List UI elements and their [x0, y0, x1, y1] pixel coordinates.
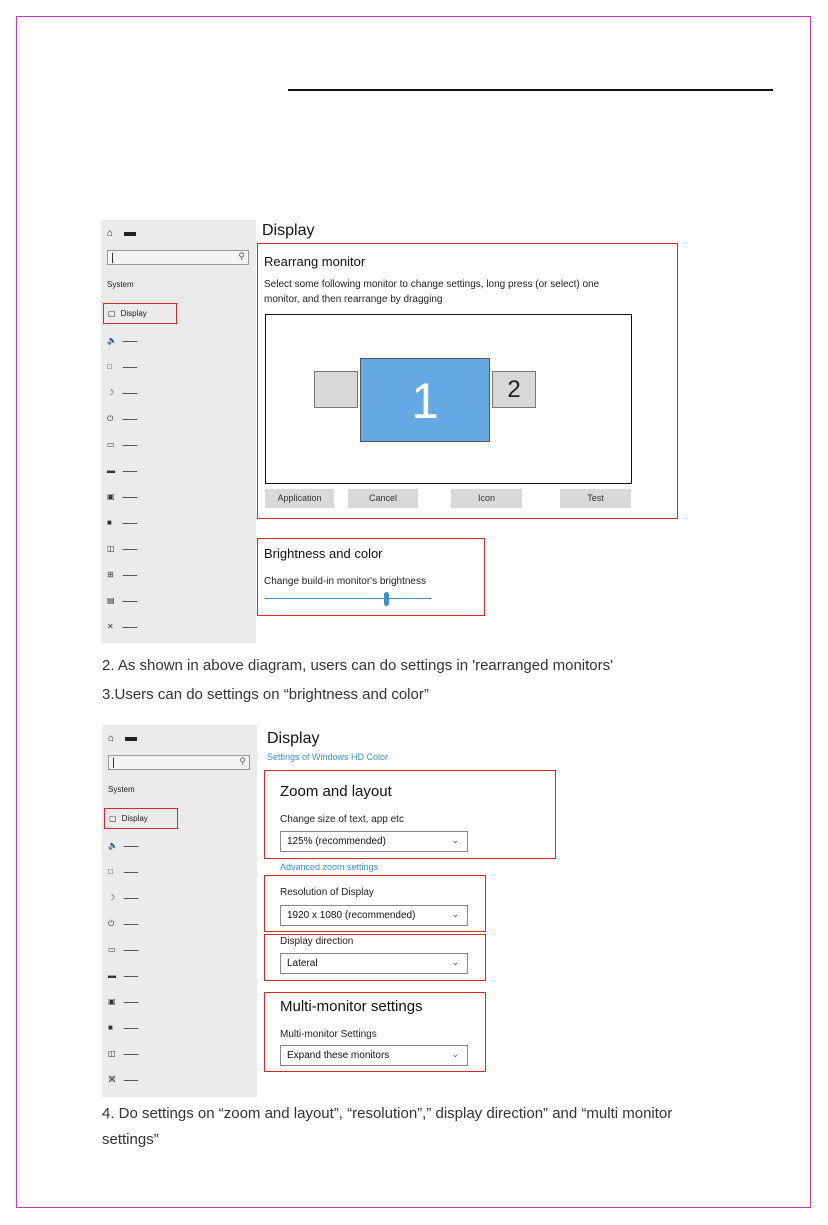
battery-icon: ▭: [108, 945, 116, 954]
sidebar-item-sound[interactable]: [108, 841, 148, 851]
home-icon[interactable]: ⌂: [108, 733, 115, 744]
sidebar-item-label: Display: [120, 309, 147, 318]
search-icon: ⚲: [239, 756, 246, 766]
brightness-label: Change build-in monitor's brightness: [264, 576, 426, 587]
power-icon: ⏻: [107, 414, 114, 423]
brightness-slider[interactable]: [265, 592, 431, 606]
test-button[interactable]: Test: [560, 489, 631, 508]
apps-icon: ⌘: [108, 1075, 116, 1084]
caption-4-line1: 4. Do settings on “zoom and layout”, “resolution”,” display direction” and “multi monitor: [102, 1105, 673, 1122]
page-title-2: Display: [267, 730, 320, 747]
sidebar-item-sound[interactable]: [107, 336, 147, 346]
rearrange-description-line2: monitor, and then rearrange by dragging: [264, 294, 443, 305]
sidebar-item-remote[interactable]: [107, 622, 147, 632]
sidebar-item-projecting[interactable]: [108, 1049, 148, 1059]
sidebar-item-focus[interactable]: [107, 388, 147, 398]
sidebar-item-clipboard[interactable]: [107, 596, 147, 606]
resolution-select-value: 1920 x 1080 (recommended): [287, 910, 416, 921]
zoom-select[interactable]: [280, 831, 468, 852]
chevron-down-icon: ⌄: [451, 909, 459, 919]
monitor-icon: ▢: [108, 309, 116, 318]
zoom-select-value: 125% (recommended): [287, 836, 386, 847]
sidebar-item-battery[interactable]: [108, 945, 148, 955]
resolution-label: Resolution of Display: [280, 887, 374, 898]
battery-icon: ▭: [107, 440, 115, 449]
tablet-icon: ▣: [107, 492, 115, 501]
sidebar: [101, 220, 256, 643]
speaker-icon: 🔈: [107, 336, 117, 345]
sidebar-item-display[interactable]: [103, 303, 177, 324]
storage-icon: ▬: [108, 971, 116, 980]
advanced-zoom-link[interactable]: Advanced zoom settings: [280, 862, 379, 872]
apps-icon: ⊞: [107, 570, 114, 579]
notification-icon: □: [107, 362, 112, 371]
tablet-icon: ▣: [108, 997, 116, 1006]
monitor-blank[interactable]: [314, 371, 358, 408]
sidebar-item-power[interactable]: [107, 414, 147, 424]
monitor-primary-number: 1: [411, 373, 439, 429]
header-rule: [288, 89, 773, 91]
cancel-button[interactable]: Cancel: [348, 489, 418, 508]
monitor-primary[interactable]: [360, 358, 490, 442]
rearrange-description-line1: Select some following monitor to change settings, long press (or select) one: [264, 279, 600, 290]
icon-button[interactable]: Icon: [451, 489, 522, 508]
remote-icon: ✕: [107, 622, 114, 631]
brightness-title: Brightness and color: [264, 546, 383, 561]
clipboard-icon: ▤: [107, 596, 115, 605]
home-label-bar: [125, 737, 137, 741]
search-icon: ⚲: [238, 251, 245, 261]
sidebar-item-power[interactable]: [108, 919, 148, 929]
power-icon: ⏻: [108, 919, 115, 928]
sidebar-item-battery[interactable]: [107, 440, 147, 450]
zoom-title: Zoom and layout: [280, 783, 392, 800]
sidebar-item-tablet[interactable]: [107, 492, 147, 502]
caption-4-line2: settings”: [102, 1131, 159, 1148]
direction-select[interactable]: [280, 953, 468, 974]
direction-select-value: Lateral: [287, 958, 318, 969]
storage-icon: ▬: [107, 466, 115, 475]
sidebar-2: [102, 725, 257, 1097]
chevron-down-icon: ⌄: [451, 1049, 459, 1059]
moon-icon: ☽: [108, 893, 116, 902]
application-button[interactable]: Application: [265, 489, 334, 508]
home-icon[interactable]: ⌂: [107, 228, 114, 239]
multitask-icon: ■: [108, 1023, 113, 1032]
sidebar-item-tablet[interactable]: [108, 997, 148, 1007]
page-title: Display: [262, 222, 315, 239]
sidebar-item-label: Display: [121, 814, 148, 823]
monitor-secondary[interactable]: [492, 371, 536, 408]
search-input[interactable]: [108, 755, 250, 770]
caption-2: 2. As shown in above diagram, users can do settings in 'rearranged monitors': [102, 657, 614, 674]
home-label-bar: [124, 232, 136, 236]
project-icon: ◫: [108, 1049, 116, 1058]
speaker-icon: 🔈: [108, 841, 118, 850]
sidebar-item-storage[interactable]: [107, 466, 147, 476]
sidebar-item-projecting[interactable]: [107, 544, 147, 554]
chevron-down-icon: ⌄: [451, 835, 459, 845]
hd-color-link[interactable]: Settings of Windows HD Color: [267, 752, 389, 762]
chevron-down-icon: ⌄: [451, 957, 459, 967]
sidebar-system-label: System: [108, 785, 135, 794]
zoom-label: Change size of text, app etc: [280, 814, 404, 825]
multi-monitor-title: Multi-monitor settings: [280, 998, 423, 1015]
sidebar-item-multitasking[interactable]: [108, 1023, 148, 1033]
monitor-arrangement-canvas[interactable]: [265, 314, 632, 484]
sidebar-item-experiences[interactable]: [108, 1075, 148, 1085]
sidebar-item-display[interactable]: [104, 808, 178, 829]
search-input[interactable]: [107, 250, 249, 265]
sidebar-item-notifications[interactable]: [108, 867, 148, 877]
brightness-slider-track: [265, 598, 431, 599]
notification-icon: □: [108, 867, 113, 876]
sidebar-item-multitasking[interactable]: [107, 518, 147, 528]
project-icon: ◫: [107, 544, 115, 553]
multi-monitor-select[interactable]: [280, 1045, 468, 1066]
multitask-icon: ■: [107, 518, 112, 527]
sidebar-item-experiences[interactable]: [107, 570, 147, 580]
resolution-select[interactable]: [280, 905, 468, 926]
multi-monitor-label: Multi-monitor Settings: [280, 1029, 377, 1040]
moon-icon: ☽: [107, 388, 115, 397]
monitor-icon: ▢: [109, 814, 117, 823]
caption-3: 3.Users can do settings on “brightness and color”: [102, 686, 429, 703]
sidebar-item-focus[interactable]: [108, 893, 148, 903]
monitor-secondary-number: 2: [507, 376, 521, 403]
sidebar-item-storage[interactable]: [108, 971, 148, 981]
brightness-slider-thumb[interactable]: [384, 592, 389, 606]
direction-label: Display direction: [280, 936, 354, 947]
sidebar-item-notifications[interactable]: [107, 362, 147, 372]
multi-monitor-select-value: Expand these monitors: [287, 1050, 390, 1061]
rearrange-title: Rearrang monitor: [264, 254, 366, 269]
sidebar-system-label: System: [107, 280, 134, 289]
